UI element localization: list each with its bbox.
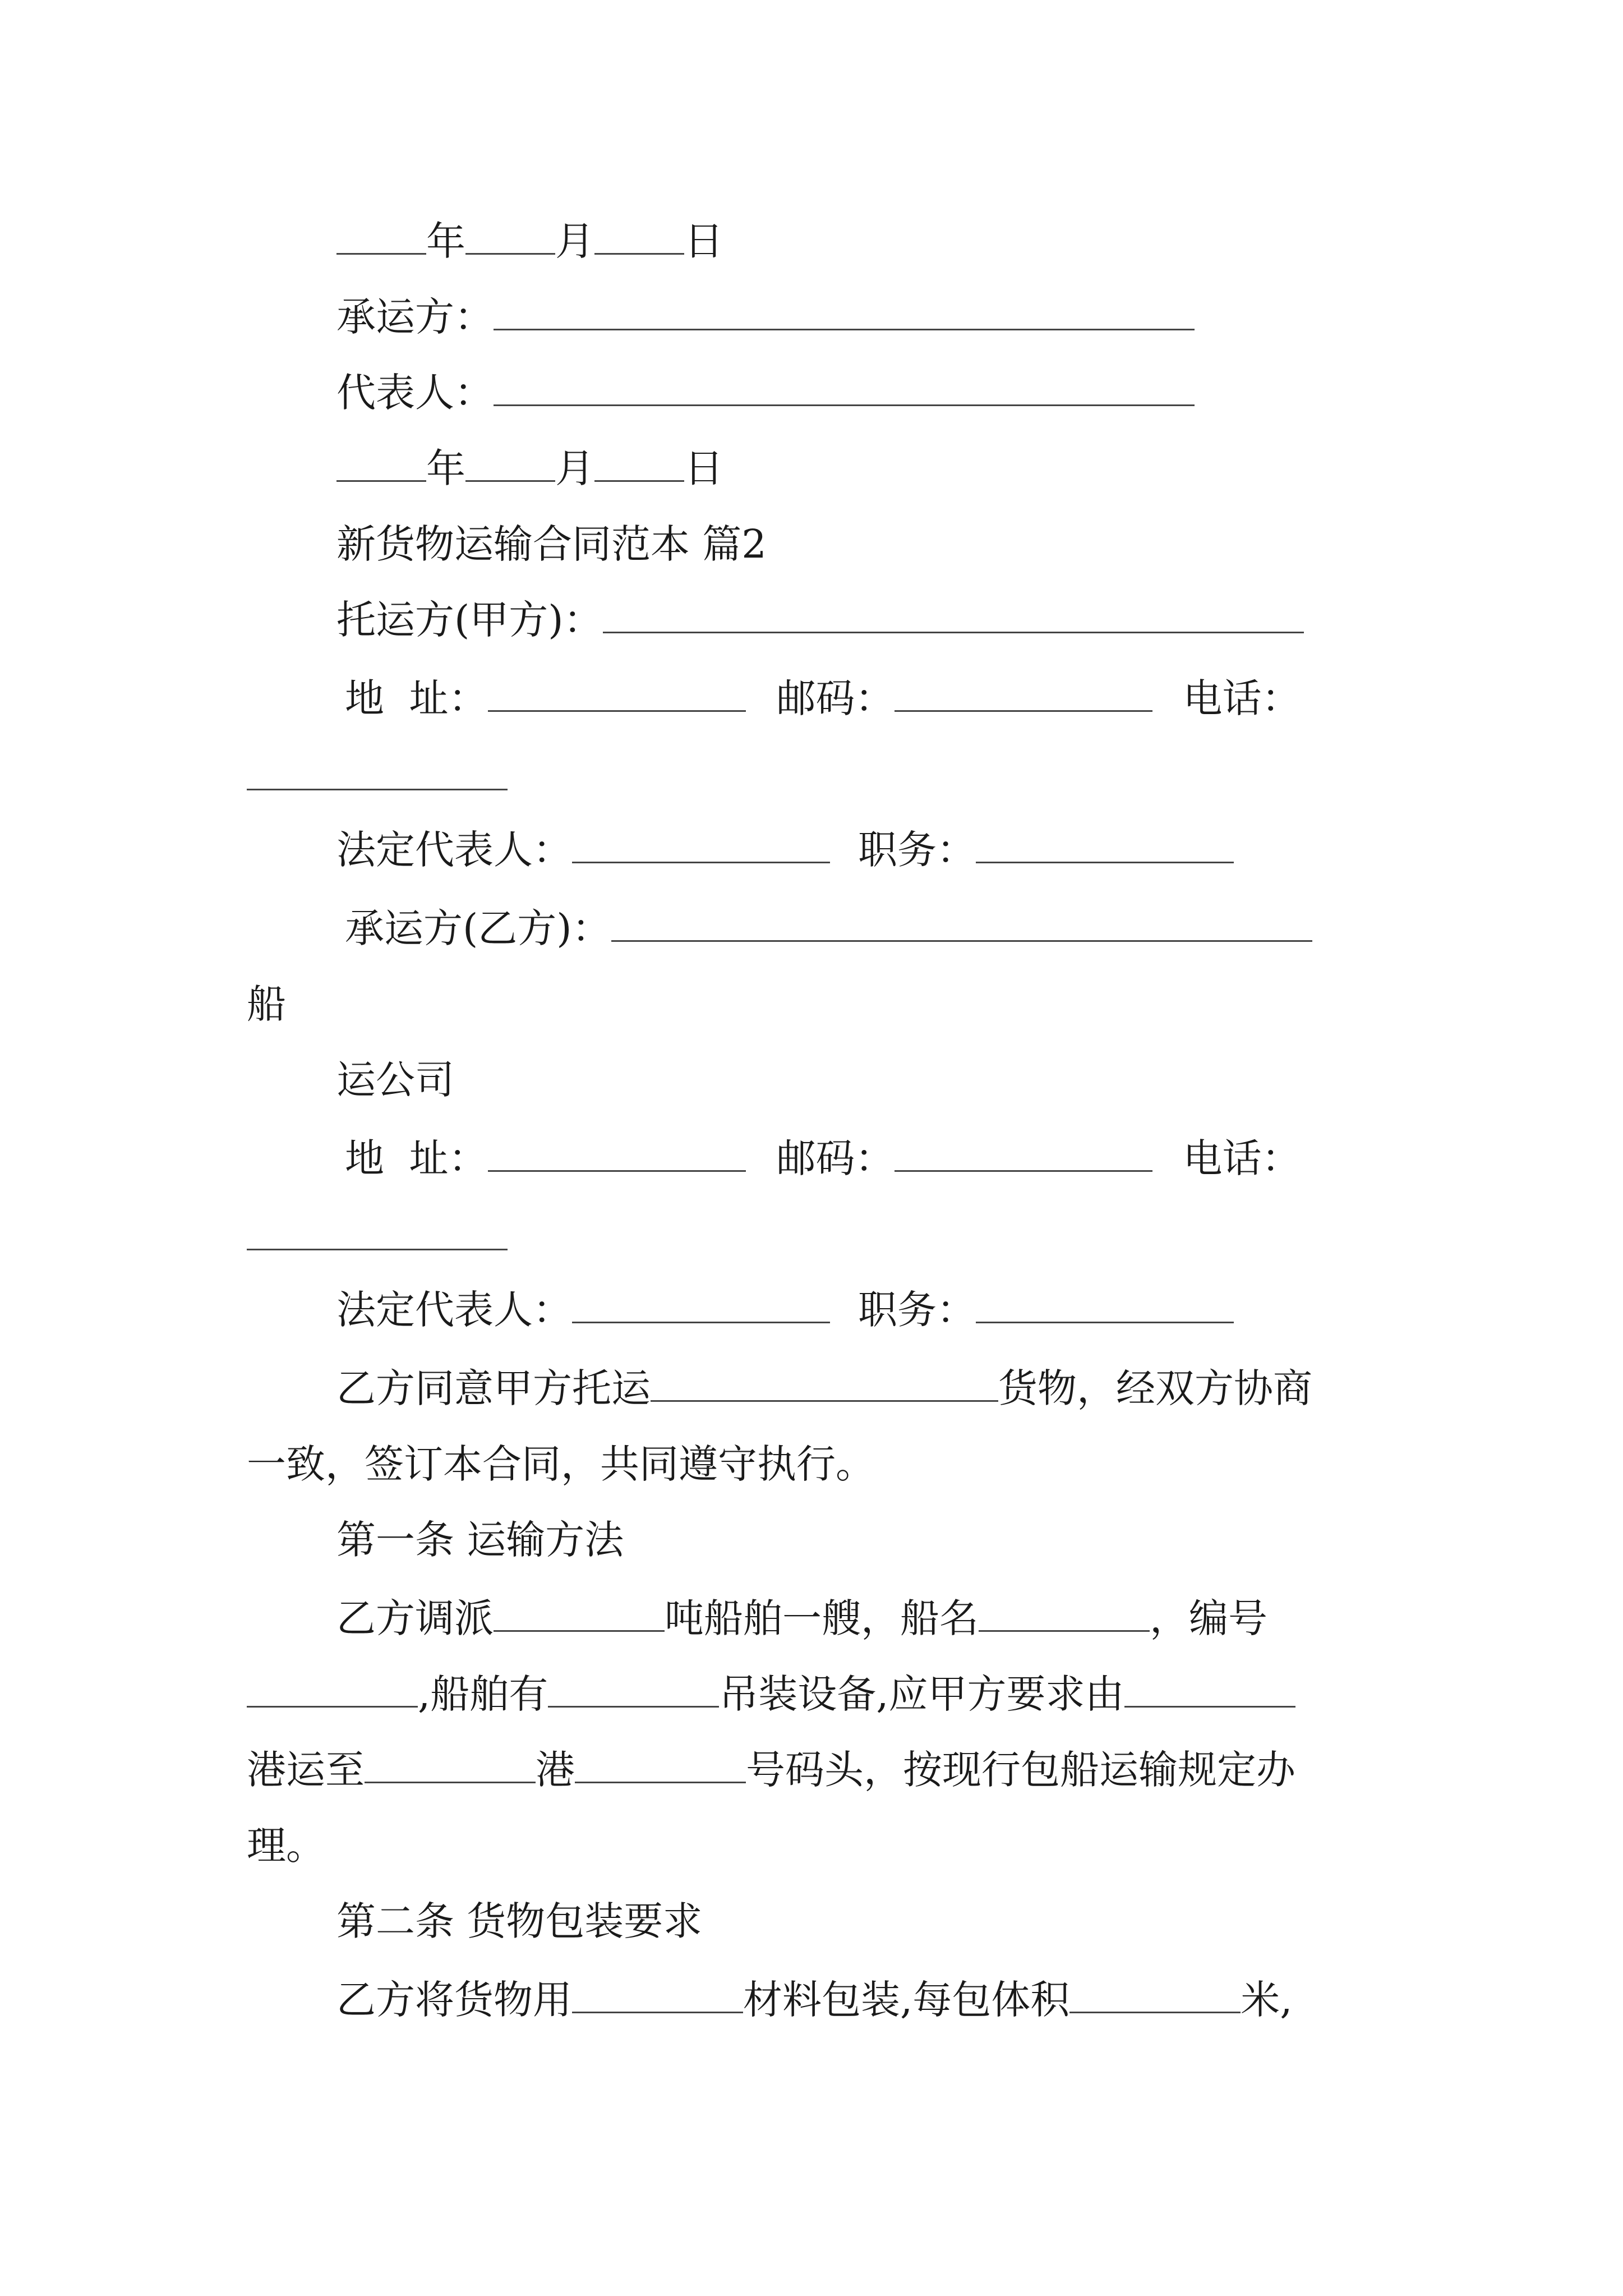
intro-line-2: 一致，签订本合同，共同遵守执行。 bbox=[247, 1441, 875, 1487]
carrier-contact-line: 地 址： 邮码： 电话： bbox=[345, 1128, 1301, 1189]
shipper-postcode-blank[interactable] bbox=[895, 670, 1152, 712]
ship-name-blank[interactable] bbox=[979, 1590, 1150, 1632]
ship-number-blank[interactable] bbox=[247, 1665, 418, 1708]
packaging-material-blank[interactable] bbox=[572, 1971, 743, 2013]
tonnage-blank[interactable] bbox=[494, 1590, 665, 1632]
article2-line-1: 乙方将货物用 材料包装,每包体积 米, bbox=[336, 1969, 1293, 2031]
article2-title: 第二条 货物包装要求 bbox=[336, 1898, 703, 1944]
package-volume-blank[interactable] bbox=[1069, 1971, 1241, 2013]
destination-port-blank[interactable] bbox=[365, 1741, 536, 1783]
shipper-phone-line bbox=[247, 746, 508, 808]
article1-line-3: 港运至 港 号码头，按现行包船运输规定办 bbox=[247, 1739, 1295, 1801]
representative-line: 代表人： bbox=[336, 362, 1195, 424]
shipper-legal-rep-blank[interactable] bbox=[572, 821, 830, 863]
shipper-position-blank[interactable] bbox=[976, 821, 1234, 863]
carrier-postcode-blank[interactable] bbox=[895, 1130, 1152, 1172]
year-blank[interactable] bbox=[336, 213, 426, 255]
carrier-party-line-2: 船 bbox=[247, 981, 286, 1027]
article1-line-1: 乙方调派 吨船舶一艘，船名 ，编号 bbox=[336, 1588, 1267, 1649]
carrier-legal-line: 法定代表人： 职务： bbox=[336, 1279, 1234, 1341]
shipper-blank[interactable] bbox=[603, 591, 1304, 633]
year-blank-2[interactable] bbox=[336, 440, 426, 482]
carrier-legal-rep-blank[interactable] bbox=[572, 1281, 830, 1323]
shipper-line: 托运方(甲方)： bbox=[336, 589, 1304, 651]
lifting-equipment-blank[interactable] bbox=[548, 1665, 719, 1708]
carrier-blank[interactable] bbox=[494, 288, 1195, 330]
intro-line-1: 乙方同意甲方托运 货物，经双方协商 bbox=[336, 1358, 1312, 1419]
sample-title: 新货物运输合同范本 篇2 bbox=[336, 521, 767, 567]
goods-blank[interactable] bbox=[651, 1360, 998, 1402]
day-blank[interactable] bbox=[594, 213, 684, 255]
carrier-phone-line bbox=[247, 1206, 508, 1268]
article1-line-2: ,船舶有 吊装设备,应甲方要求由 bbox=[247, 1663, 1295, 1725]
shipper-address-blank[interactable] bbox=[488, 670, 746, 712]
day-blank-2[interactable] bbox=[594, 440, 684, 482]
carrier-party-line: 承运方(乙方)： bbox=[345, 898, 1312, 959]
date-line: 年 月 日 bbox=[336, 210, 723, 272]
article1-title: 第一条 运输方法 bbox=[336, 1517, 624, 1563]
carrier-phone-blank[interactable] bbox=[247, 1208, 508, 1250]
month-blank[interactable] bbox=[465, 213, 555, 255]
dock-number-blank[interactable] bbox=[575, 1741, 746, 1783]
carrier-party-line-3: 运公司 bbox=[336, 1057, 454, 1103]
origin-port-blank[interactable] bbox=[1124, 1665, 1295, 1708]
carrier-address-blank[interactable] bbox=[488, 1130, 746, 1172]
shipper-legal-line: 法定代表人： 职务： bbox=[336, 819, 1234, 881]
shipper-phone-blank[interactable] bbox=[247, 748, 508, 790]
date-line-2: 年 月 日 bbox=[336, 438, 723, 499]
carrier-party-blank[interactable] bbox=[611, 900, 1312, 942]
article1-line-4: 理。 bbox=[247, 1823, 325, 1869]
carrier-position-blank[interactable] bbox=[976, 1281, 1234, 1323]
shipper-contact-line: 地 址： 邮码： 电话： bbox=[345, 668, 1301, 729]
month-blank-2[interactable] bbox=[465, 440, 555, 482]
carrier-signature-line: 承运方： bbox=[336, 286, 1195, 348]
representative-blank[interactable] bbox=[494, 364, 1195, 406]
